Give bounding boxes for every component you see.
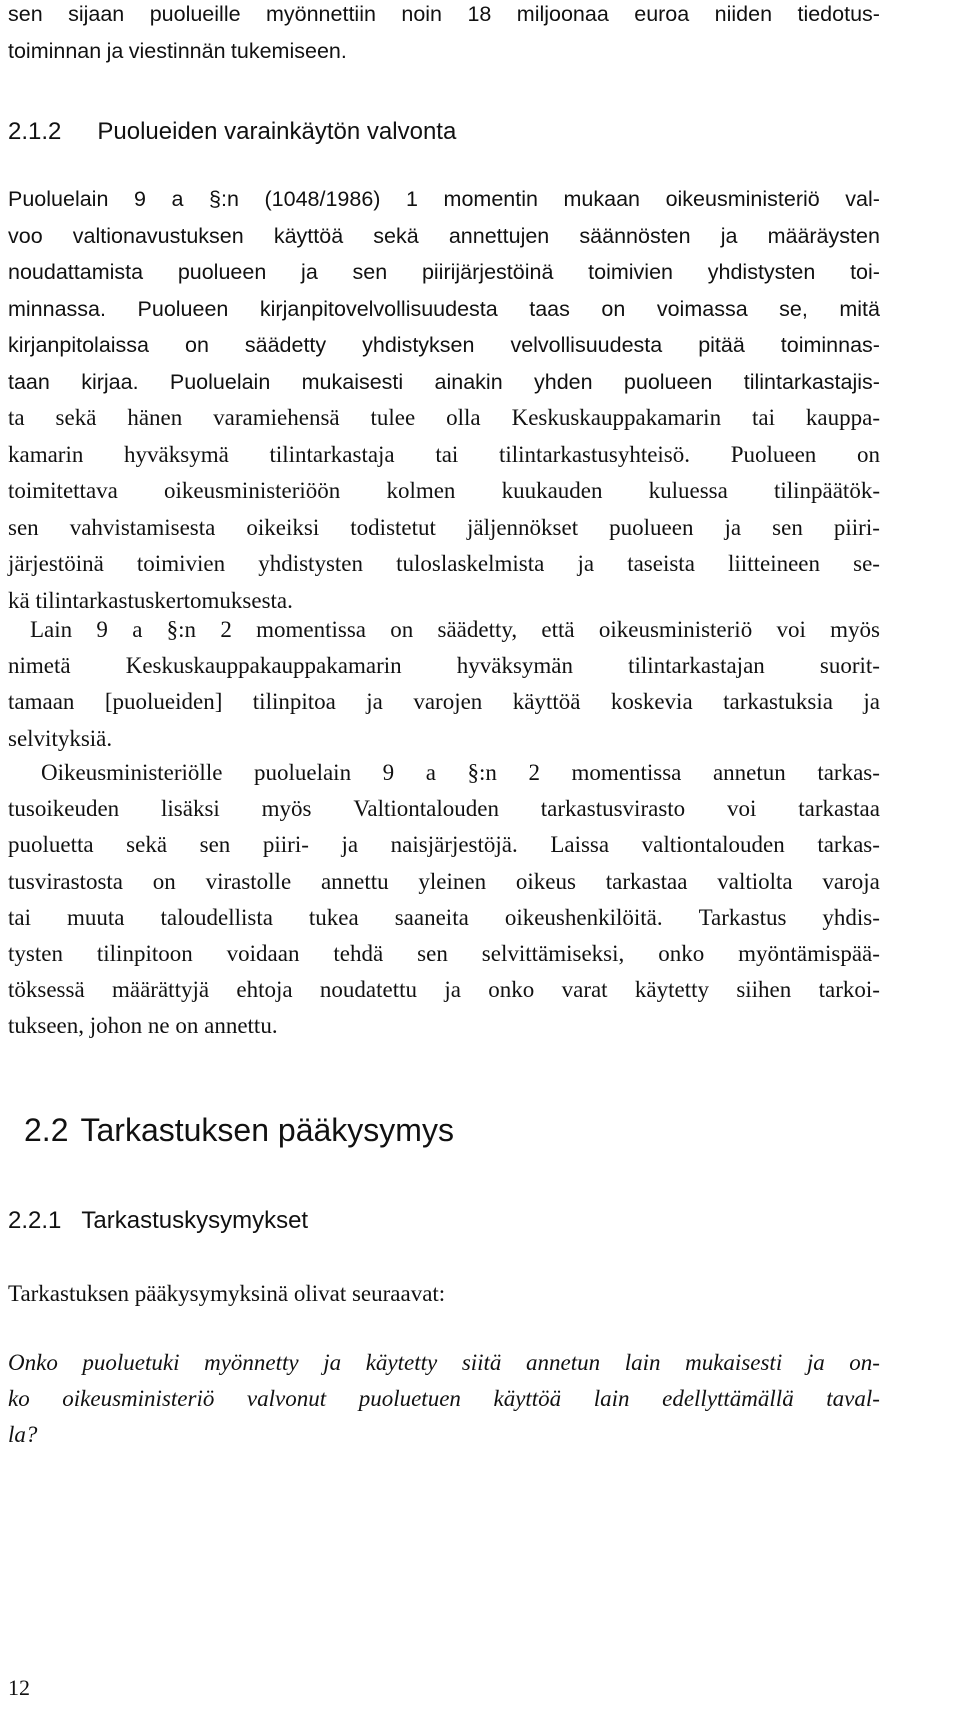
word: val-: [845, 187, 880, 211]
word: Tarkastus: [698, 904, 787, 930]
word: tarkas-: [817, 832, 880, 858]
word: noin: [401, 2, 443, 26]
word: kirjaa.: [81, 369, 139, 394]
text-line: [8, 437, 880, 474]
word: piiri-: [262, 832, 309, 858]
word: piirijärjestöinä: [421, 260, 554, 284]
word: annettu: [320, 868, 389, 894]
word: tulee: [370, 405, 416, 430]
word: tysten: [8, 941, 63, 967]
word: myöntämispää-: [738, 941, 880, 967]
word: a: [171, 187, 184, 211]
word: että: [541, 617, 575, 642]
text-line: [8, 900, 880, 936]
word: Laissa: [550, 832, 610, 858]
section-title: Tarkastuksen pääkysymys: [80, 1112, 454, 1148]
intro-line: [8, 33, 880, 70]
word: ko: [8, 1386, 30, 1412]
word: yleinen: [418, 868, 487, 894]
section-number: 2.2: [24, 1112, 69, 1148]
word: on: [856, 441, 880, 467]
word: varoja: [822, 868, 880, 894]
word: tilintarkastaja: [269, 441, 395, 467]
word: tilintarkastajan: [628, 653, 765, 679]
word: toimivien: [136, 551, 226, 576]
word: (1048/1986): [264, 187, 381, 211]
word: 18: [467, 2, 492, 26]
text-line: [8, 612, 880, 648]
word: säädetty,: [437, 617, 518, 642]
word: annetun: [712, 760, 786, 785]
word: kuukauden: [501, 478, 603, 503]
text-line: [8, 218, 880, 255]
word: tukemiseen.: [230, 38, 347, 63]
word: tilinpäätök-: [773, 478, 880, 503]
word: oikeiksi: [246, 514, 320, 540]
word: a: [132, 617, 143, 642]
text-line: [8, 755, 880, 791]
word: yhdistysten: [707, 260, 816, 284]
word: ja: [724, 514, 742, 540]
word: 9: [382, 760, 395, 785]
word: sen: [352, 260, 388, 284]
word: nimetä: [8, 653, 71, 679]
word: valtionavustuksen: [72, 223, 244, 248]
word: toi-: [850, 260, 880, 284]
word: puolueen: [609, 514, 694, 540]
word: siitä: [461, 1350, 502, 1375]
word: käyttöä: [512, 689, 581, 715]
word: noudatettu: [319, 977, 418, 1003]
word: se,: [779, 296, 808, 321]
word: yhdistysten: [258, 551, 363, 576]
word: suorit-: [819, 653, 880, 679]
word: sen: [417, 941, 448, 967]
word: voo: [8, 223, 43, 248]
word: kamarin: [8, 441, 84, 467]
word: toiminnas-: [780, 333, 880, 357]
word: toiminnan: [8, 38, 102, 63]
word: tilintarkastuskertomuksesta.: [35, 587, 293, 613]
word: varat: [561, 977, 608, 1003]
text-line: [8, 648, 880, 684]
word: tusvirastosta: [8, 868, 123, 894]
word: viestinnän: [128, 38, 226, 63]
word: ta: [8, 405, 25, 430]
word: piiri-: [833, 514, 880, 540]
word: voidaan: [226, 941, 300, 967]
word: on: [601, 296, 626, 321]
word: oikeus: [515, 868, 576, 894]
word: momentin: [443, 187, 538, 211]
word: ne: [147, 1013, 170, 1039]
word: hyväksymä: [124, 441, 229, 467]
word: ja: [366, 689, 383, 715]
word: 2: [528, 760, 540, 785]
word: tarkoi-: [818, 977, 880, 1003]
word: taval-: [826, 1386, 880, 1412]
section-heading-2-2: [8, 1110, 454, 1150]
word: säädetty: [244, 333, 327, 357]
word: mukaisesti: [301, 369, 404, 394]
word: voi: [776, 617, 806, 642]
word: sekä: [373, 223, 419, 248]
word: kolmen: [386, 478, 456, 503]
text-line: [8, 827, 880, 863]
word: sen: [199, 832, 231, 858]
page-number: 12: [8, 1675, 30, 1700]
word: myös: [261, 796, 312, 822]
word: sen: [8, 2, 43, 26]
word: selvittämiseksi,: [481, 941, 625, 967]
word: tamaan: [8, 689, 75, 715]
word: toimivien: [588, 260, 673, 284]
text-line: [8, 972, 880, 1008]
text-line: [8, 864, 880, 900]
word: saaneita: [394, 904, 469, 930]
word: ehtoja: [236, 977, 293, 1003]
word: minnassa.: [8, 296, 106, 321]
word: tilinpitoa: [252, 689, 336, 715]
word: ainakin: [434, 369, 503, 394]
word: tusoikeuden: [8, 796, 120, 822]
word: muuta: [67, 904, 125, 930]
word: Valtiontalouden: [353, 796, 499, 822]
word: kauppa-: [805, 405, 880, 430]
word: varojen: [413, 689, 483, 715]
word: oikeusministeriö: [665, 187, 820, 211]
word: tai: [752, 405, 775, 430]
word: puolueille: [149, 2, 241, 26]
word: ja: [806, 1350, 825, 1375]
word: niiden: [714, 2, 773, 26]
word: myönnettiin: [265, 2, 376, 26]
word: mukaisesti: [685, 1350, 783, 1375]
text-line: [8, 546, 880, 583]
word: Keskuskauppakamarin: [511, 405, 722, 430]
question-line: [8, 1345, 880, 1381]
word: momentissa: [571, 760, 682, 785]
word: töksessä: [8, 977, 85, 1003]
word: puoluetuki: [82, 1350, 180, 1375]
word: oikeusministeriö: [598, 617, 753, 642]
text-line: [8, 327, 880, 364]
word: Onko: [8, 1350, 58, 1375]
text-line: [8, 473, 880, 510]
word: lisäksi: [161, 796, 220, 822]
questions-intro: Tarkastuksen pääkysymyksinä olivat seuraavat:: [8, 1281, 446, 1306]
word: tuloslaskelmista: [396, 551, 545, 576]
section-heading-2-2-1: [8, 1206, 308, 1236]
section-title: Puolueiden varainkäytön valvonta: [97, 118, 457, 145]
text-line: [8, 400, 880, 437]
word: Puolueen: [730, 441, 817, 467]
text-line: [8, 684, 880, 720]
word: puoluelain: [253, 760, 352, 785]
text-line: [8, 1008, 880, 1044]
word: hänen: [127, 405, 183, 430]
word: käytetty: [365, 1350, 438, 1375]
text-line: [8, 254, 880, 291]
main-question: [8, 1345, 880, 1454]
word: 9: [96, 617, 108, 642]
word: oikeushenkilöitä.: [504, 904, 663, 930]
word: säännösten: [579, 223, 691, 248]
word: hyväksymän: [456, 653, 573, 679]
word: johon: [89, 1013, 143, 1039]
word: puoluetta: [8, 832, 94, 858]
word: annetun: [526, 1350, 601, 1375]
word: §:n: [166, 617, 197, 642]
word: yhden: [533, 369, 593, 394]
word: momentissa: [256, 617, 366, 642]
section-title: Tarkastuskysymykset: [81, 1207, 309, 1234]
word: myönnetty: [204, 1350, 299, 1375]
word: §:n: [209, 187, 239, 211]
word: ja: [577, 551, 595, 576]
section-number: 2.1.2: [8, 118, 62, 145]
text-line: [8, 721, 880, 757]
word: yhdistyksen: [362, 333, 475, 357]
word: noudattamista: [8, 260, 144, 284]
section-heading-2-1-2: [8, 117, 456, 147]
word: a: [425, 760, 436, 785]
word: ja: [720, 223, 738, 248]
text-line: [8, 364, 880, 401]
word: tai: [8, 904, 31, 930]
word: on-: [849, 1350, 880, 1375]
section-number: 2.2.1: [8, 1207, 62, 1234]
paragraph-state-audit-office: [8, 755, 880, 1045]
paragraph-supervision: [8, 181, 880, 619]
word: annettujen: [448, 223, 550, 248]
word: 2: [220, 617, 232, 642]
word: mukaan: [563, 187, 641, 211]
word: tarkastaa: [605, 868, 688, 894]
word: voimassa: [656, 296, 748, 321]
word: taas: [529, 296, 570, 321]
word: käyttöä: [273, 223, 344, 248]
word: on: [390, 617, 414, 642]
word: kuluessa: [648, 478, 728, 503]
word: oikeusministeriöön: [163, 478, 341, 503]
word: mitä: [839, 296, 880, 321]
word: tilintarkastusyhteisö.: [499, 441, 691, 467]
word: Keskuskauppakauppakamarin: [125, 653, 402, 679]
word: on: [175, 1013, 199, 1039]
word: yhdis-: [822, 904, 880, 930]
word: määräysten: [767, 223, 880, 248]
word: tarkas-: [817, 760, 880, 785]
word: puoluetuen: [358, 1386, 461, 1412]
intro-paragraph: [8, 0, 880, 69]
word: kä: [8, 587, 30, 613]
word: tukea: [308, 904, 359, 930]
word: tukseen,: [8, 1013, 85, 1039]
text-line: [8, 936, 880, 972]
word: lain: [624, 1350, 661, 1375]
word: taseista: [627, 551, 695, 576]
word: virastolle: [205, 868, 292, 894]
word: pitää: [698, 333, 745, 357]
word: la?: [8, 1422, 38, 1448]
word: miljoonaa: [516, 2, 609, 26]
word: tiedotus-: [797, 2, 880, 26]
word: puolueen: [623, 369, 713, 394]
word: käyttöä: [493, 1386, 562, 1412]
word: sen: [772, 514, 803, 540]
word: liitteineen: [728, 551, 820, 576]
word: taan: [8, 369, 50, 394]
word: ja: [341, 832, 359, 858]
word: §:n: [467, 760, 497, 785]
question-line: [8, 1381, 880, 1417]
word: varamiehensä: [213, 405, 340, 430]
word: tarkastaa: [798, 796, 880, 822]
word: järjestöinä: [8, 551, 104, 576]
word: Lain: [30, 617, 73, 642]
word: taloudellista: [160, 904, 273, 930]
word: määrättyjä: [112, 977, 210, 1003]
word: ja: [863, 689, 880, 715]
word: 1: [406, 187, 418, 211]
word: olla: [446, 405, 481, 430]
word: oikeusministeriö: [62, 1386, 215, 1412]
word: euroa: [634, 2, 690, 26]
word: se-: [853, 551, 880, 576]
word: 9: [133, 187, 146, 211]
word: valtiolta: [717, 868, 793, 894]
intro-line: [8, 0, 880, 33]
word: myös: [830, 617, 880, 642]
word: siihen: [736, 977, 792, 1003]
word: voi: [727, 796, 757, 822]
word: sijaan: [68, 2, 125, 26]
word: tilinpitoon: [96, 941, 193, 967]
word: käytetty: [634, 977, 709, 1003]
word: ja: [106, 38, 124, 63]
paragraph-appointed-auditor: [8, 612, 880, 757]
word: koskevia: [610, 689, 693, 715]
word: ja: [444, 977, 461, 1003]
word: on: [184, 333, 209, 357]
word: Puoluelain: [169, 369, 271, 394]
word: vahvistamisesta: [69, 514, 216, 540]
word: valtiontalouden: [641, 832, 785, 858]
word: annettu.: [204, 1013, 278, 1039]
word: onko: [658, 941, 705, 967]
word: tarkastuksia: [723, 689, 833, 715]
text-line: [8, 791, 880, 827]
word: tilintarkastajis-: [743, 369, 880, 394]
word: Puoluelain: [8, 187, 109, 211]
word: ja: [323, 1350, 342, 1375]
word: tehdä: [333, 941, 384, 967]
word: Oikeusministeriölle: [41, 760, 223, 785]
word: tarkastusvirasto: [540, 796, 686, 822]
word: kirjanpitolaissa: [8, 333, 150, 357]
text-line: [8, 510, 880, 547]
word: valvonut: [246, 1386, 327, 1412]
word: sekä: [55, 405, 97, 430]
word: jäljennökset: [466, 514, 579, 540]
word: [puolueiden]: [104, 689, 223, 715]
word: naisjärjestöjä.: [390, 832, 518, 858]
word: lain: [593, 1386, 630, 1412]
word: edellyttämällä: [662, 1386, 794, 1412]
word: todistetut: [350, 514, 436, 540]
question-line: [8, 1417, 880, 1453]
word: toimitettava: [8, 478, 118, 503]
word: on: [152, 868, 176, 894]
word: onko: [488, 977, 535, 1003]
word: puolueen: [177, 260, 267, 284]
text-line: [8, 291, 880, 328]
word: Puolueen: [137, 296, 229, 321]
word: ja: [301, 260, 318, 284]
word: selvityksiä.: [8, 725, 113, 751]
word: sen: [8, 514, 39, 540]
text-line: [8, 181, 880, 218]
word: kirjanpitovelvollisuudesta: [259, 296, 498, 321]
word: sekä: [126, 832, 168, 858]
word: tai: [435, 441, 459, 467]
word: velvollisuudesta: [510, 333, 663, 357]
